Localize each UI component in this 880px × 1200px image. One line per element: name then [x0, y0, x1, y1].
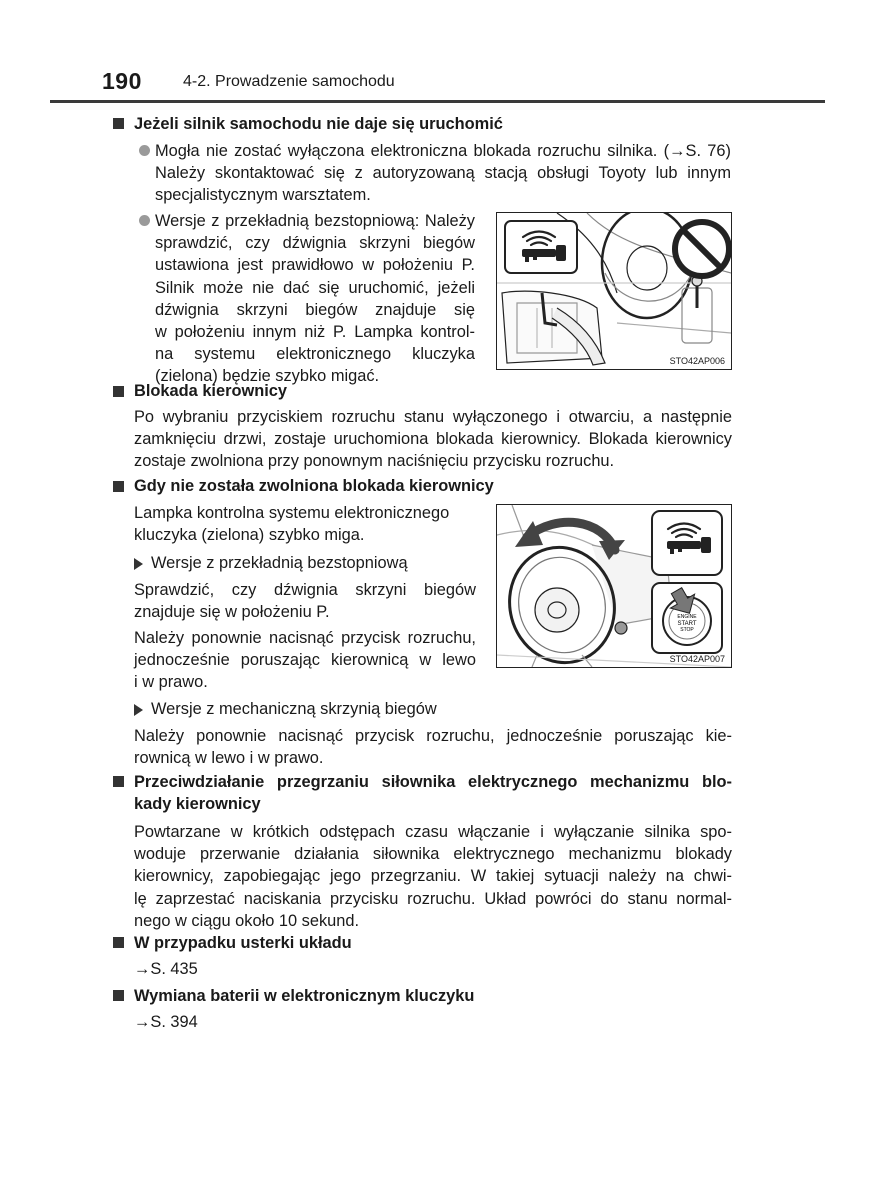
text-line: lę zaprzestać naciskania przycisku rozruchu. Układ powróci do stanu normal- [134, 889, 732, 908]
paragraph-press-start [134, 627, 476, 694]
text-line: na systemu elektronicznego kluczyka [155, 345, 475, 364]
text-line: nego w ciągu około 10 sekund. [134, 911, 360, 930]
text-line: Sprawdzić, czy dźwignia skrzyni biegów [134, 581, 476, 599]
button-label: ENGINE [677, 614, 697, 620]
text-line: Wersje z przekładnią bezstopniową: Należy [155, 212, 475, 230]
section-bullet-square [113, 990, 124, 1001]
section-bullet-square [113, 481, 124, 492]
text-line: dźwignia skrzyni biegów znajduje się [155, 300, 475, 319]
text-line: woduje przerwanie działania siłownika elektrycznego mechanizmu blokady [134, 845, 732, 864]
figure-illustration [497, 505, 731, 667]
text-line: Należy skontaktować się z autoryzowaną stacją obsługi Toyoty lub innym [155, 164, 731, 183]
text-line: i w prawo. [134, 673, 208, 692]
paragraph-indicator-blinks [134, 502, 476, 546]
subheading-arrow [134, 558, 143, 570]
heading-lock-not-released: Gdy nie została zwolniona blokada kierownicy [134, 477, 494, 495]
heading-system-fault: W przypadku usterki układu [134, 934, 352, 952]
heading-battery-replacement: Wymiana baterii w elektronicznym kluczyku [134, 987, 475, 1005]
heading-steering-lock: Blokada kierownicy [134, 382, 288, 400]
paragraph-check-lever [134, 579, 476, 623]
figure-shift-lever-prohibited [496, 212, 732, 370]
text-line: w położeniu innym niż P. Lampka kontrol- [155, 323, 475, 342]
header-rule [50, 100, 825, 103]
bullet-dot [139, 215, 150, 226]
text-line: rownicą w lewo i w prawo. [134, 749, 324, 768]
section-bullet-square [113, 776, 124, 787]
text-line: kierownicy, zapobiegając jego przegrzaniu. W takiej sytuacji należy na chwi- [134, 867, 732, 886]
paragraph-manual [134, 725, 732, 769]
text-line: kady kierownicy [134, 795, 261, 813]
section-bullet-square [113, 386, 124, 397]
subheading-manual: Wersje z mechaniczną skrzynią biegów [151, 700, 437, 718]
figure-steering-start-button [496, 504, 732, 668]
page-number: 190 [102, 68, 142, 94]
bullet-immobilizer [155, 140, 731, 207]
text-line: zostaje zwolniona przy ponownym naciśnięciu przycisku rozruchu. [134, 452, 615, 471]
text-line: Powtarzane w krótkich odstępach czasu włączanie i wyłączanie silnika spo- [134, 823, 732, 841]
section-bullet-square [113, 118, 124, 129]
bullet-cvt [155, 210, 475, 388]
text-line: sprawdzić, czy dźwignia skrzyni biegów [155, 234, 475, 253]
text-line: ustawiona jest prawidłowo w położeniu P. [155, 256, 475, 275]
paragraph-steering-lock [134, 406, 732, 473]
heading-overheat [134, 771, 732, 815]
page-reference: →S. 394 [134, 1013, 198, 1031]
text-line: kluczyka (zielona) szybko miga. [134, 526, 365, 545]
prohibited-icon [675, 222, 729, 276]
figure-code: STO42AP006 [669, 356, 725, 366]
button-label: STOP [680, 627, 694, 633]
text-line: Silnik może nie dać się uruchomić, jeżeli [155, 278, 475, 297]
button-label: START [677, 621, 697, 627]
figure-code: STO42AP007 [669, 654, 725, 664]
paragraph-overheat [134, 821, 732, 932]
section-bullet-square [113, 937, 124, 948]
text-line: Mogła nie zostać wyłączona elektroniczna blokada rozruchu silnika. (→S. 76) [155, 142, 731, 160]
subheading-cvt: Wersje z przekładnią bezstopniową [151, 554, 408, 572]
heading-engine-not-start: Jeżeli silnik samochodu nie daje się uruchomić [134, 115, 503, 133]
text-line: (zielona) będzie szybko migać. [155, 367, 380, 386]
page-reference: →S. 435 [134, 960, 198, 978]
text-line: Należy ponownie nacisnąć przycisk rozruchu, [134, 629, 476, 647]
text-line: znajduje się w położeniu P. [134, 603, 330, 622]
text-line: Lampka kontrolna systemu elektronicznego [134, 504, 450, 522]
figure-illustration [497, 213, 731, 369]
text-line: jednocześnie poruszając kierownicą w lewo [134, 651, 476, 670]
text-line: specjalistycznym warsztatem. [155, 186, 371, 205]
subheading-arrow [134, 704, 143, 716]
bullet-dot [139, 145, 150, 156]
section-title: 4-2. Prowadzenie samochodu [183, 73, 395, 90]
text-line: Po wybraniu przyciskiem rozruchu stanu wyłączonego i otwarciu, a następnie [134, 408, 732, 426]
text-line: zamknięciu drzwi, zostaje uruchomiona blokada kierownicy. Blokada kierownicy [134, 430, 732, 449]
text-line: Należy ponownie nacisnąć przycisk rozruchu, jednocześnie poruszając kie- [134, 727, 732, 745]
text-line: Przeciwdziałanie przegrzaniu siłownika elektrycznego mechanizmu blo- [134, 773, 732, 791]
